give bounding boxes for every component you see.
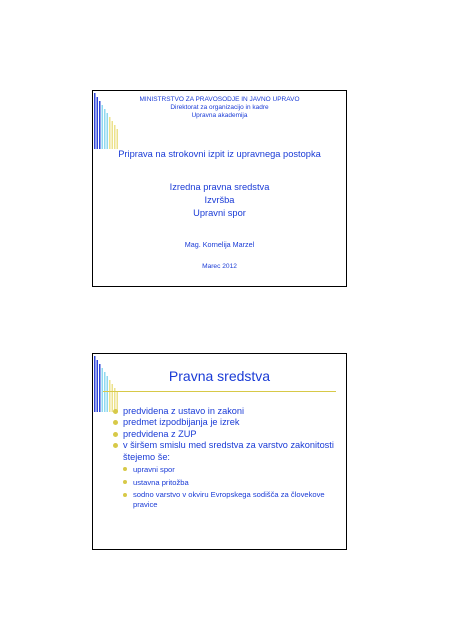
course-title: Priprava na strokovni izpit iz upravnega postopka [118, 149, 321, 159]
slide-pravna-sredstva [92, 353, 347, 550]
list-item [113, 406, 338, 417]
sub-list-item [123, 478, 338, 488]
topic-item: Upravni spor [193, 208, 246, 218]
sub-list-item [123, 490, 338, 509]
topics-list [93, 181, 346, 220]
list-item [113, 440, 338, 509]
presentation-date: Marec 2012 [202, 263, 237, 270]
sub-list-item [123, 465, 338, 475]
bullet-icon [113, 409, 118, 414]
ministry-header [93, 96, 346, 120]
bullet-icon [113, 432, 118, 437]
bullet-icon [113, 420, 118, 425]
academy-name: Upravna akademija [191, 112, 248, 119]
slide-decoration-bars [93, 354, 143, 414]
slide-heading: Pravna sredstva [168, 368, 271, 384]
slide-title [92, 90, 347, 287]
directorate-name: Direktorat za organizacijo in kadre [170, 104, 269, 111]
list-item [113, 417, 338, 428]
bullet-text: v širšem smislu med sredstva za varstvo zakonitosti štejemo še: [123, 440, 334, 462]
bullet-text: predmet izpodbijanja je izrek [123, 417, 240, 428]
sub-bullet-icon [123, 493, 127, 497]
topic-item: Izredna pravna sredstva [169, 182, 270, 192]
bullet-text: predvidena z ustavo in zakoni [123, 406, 245, 416]
list-item [113, 429, 338, 440]
sub-bullet-icon [123, 480, 127, 484]
topic-item: Izvršba [204, 195, 235, 205]
sub-bullet-icon [123, 467, 127, 471]
bullet-list [113, 406, 338, 512]
sub-bullet-text: ustavna pritožba [133, 477, 189, 487]
ministry-name: MINISTRSTVO ZA PRAVOSODJE IN JAVNO UPRAVO [139, 96, 300, 103]
bullet-icon [113, 443, 118, 448]
sub-bullet-text: sodno varstvo v okviru Evropskega sodišča za človekove pravice [133, 490, 325, 509]
sub-bullet-list [123, 465, 338, 509]
author-name: Mag. Kornelija Marzel [184, 240, 255, 249]
bullet-text: predvidena z ZUP [123, 428, 197, 439]
heading-divider [103, 391, 336, 392]
sub-bullet-text: upravni spor [133, 465, 175, 475]
